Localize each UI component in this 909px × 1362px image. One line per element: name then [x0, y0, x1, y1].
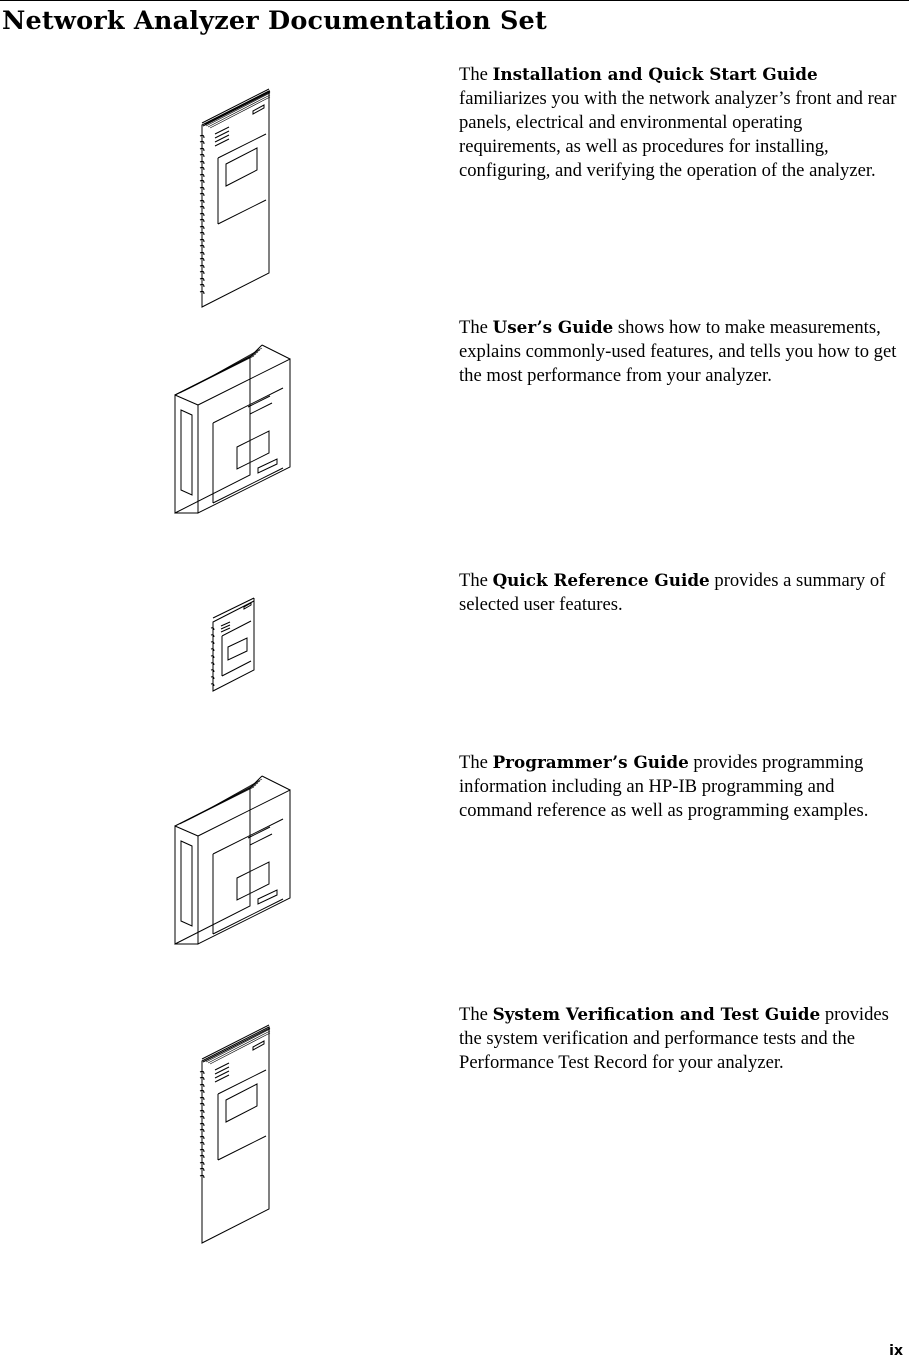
guide-name: System Verification and Test Guide [492, 1004, 821, 1024]
entry-description: The System Verification and Test Guide provides the system verification and performance tests and the Performance Test Record for your analyzer. [459, 1004, 889, 1074]
doc-entry-installation [0, 62, 909, 312]
binder-manual-icon [0, 750, 440, 990]
guide-name: Quick Reference Guide [492, 570, 710, 590]
doc-entry-system-verification [0, 1002, 909, 1252]
doc-entry-users-guide [0, 315, 909, 565]
entry-description: The Installation and Quick Start Guide familiarizes you with the network analyzer’s front and rear panels, electrical and environmental operating requirements, as well as procedures for installing, configuring, and verifying the operation of the analyzer. [459, 64, 897, 182]
entry-description: The User’s Guide shows how to make measurements, explains commonly-used features, and tells you how to get the most performance from your analyzer. [459, 317, 897, 387]
entry-description: The Quick Reference Guide provides a summary of selected user features. [459, 570, 886, 616]
guide-name: Installation and Quick Start Guide [492, 64, 818, 84]
guide-name: Programmer’s Guide [492, 752, 689, 772]
guide-name: User’s Guide [492, 317, 614, 337]
entry-description: The Programmer’s Guide provides programming information including an HP-IB programming and command reference as well as programming examples. [459, 752, 869, 822]
spiral-bound-manual-icon [0, 62, 440, 302]
page-number: ix [889, 1343, 903, 1359]
top-rule [0, 0, 909, 1]
page-title: Network Analyzer Documentation Set [2, 6, 547, 36]
binder-manual-icon [0, 315, 440, 555]
doc-entry-programmers-guide [0, 750, 909, 1000]
spiral-bound-manual-icon [0, 1002, 440, 1242]
